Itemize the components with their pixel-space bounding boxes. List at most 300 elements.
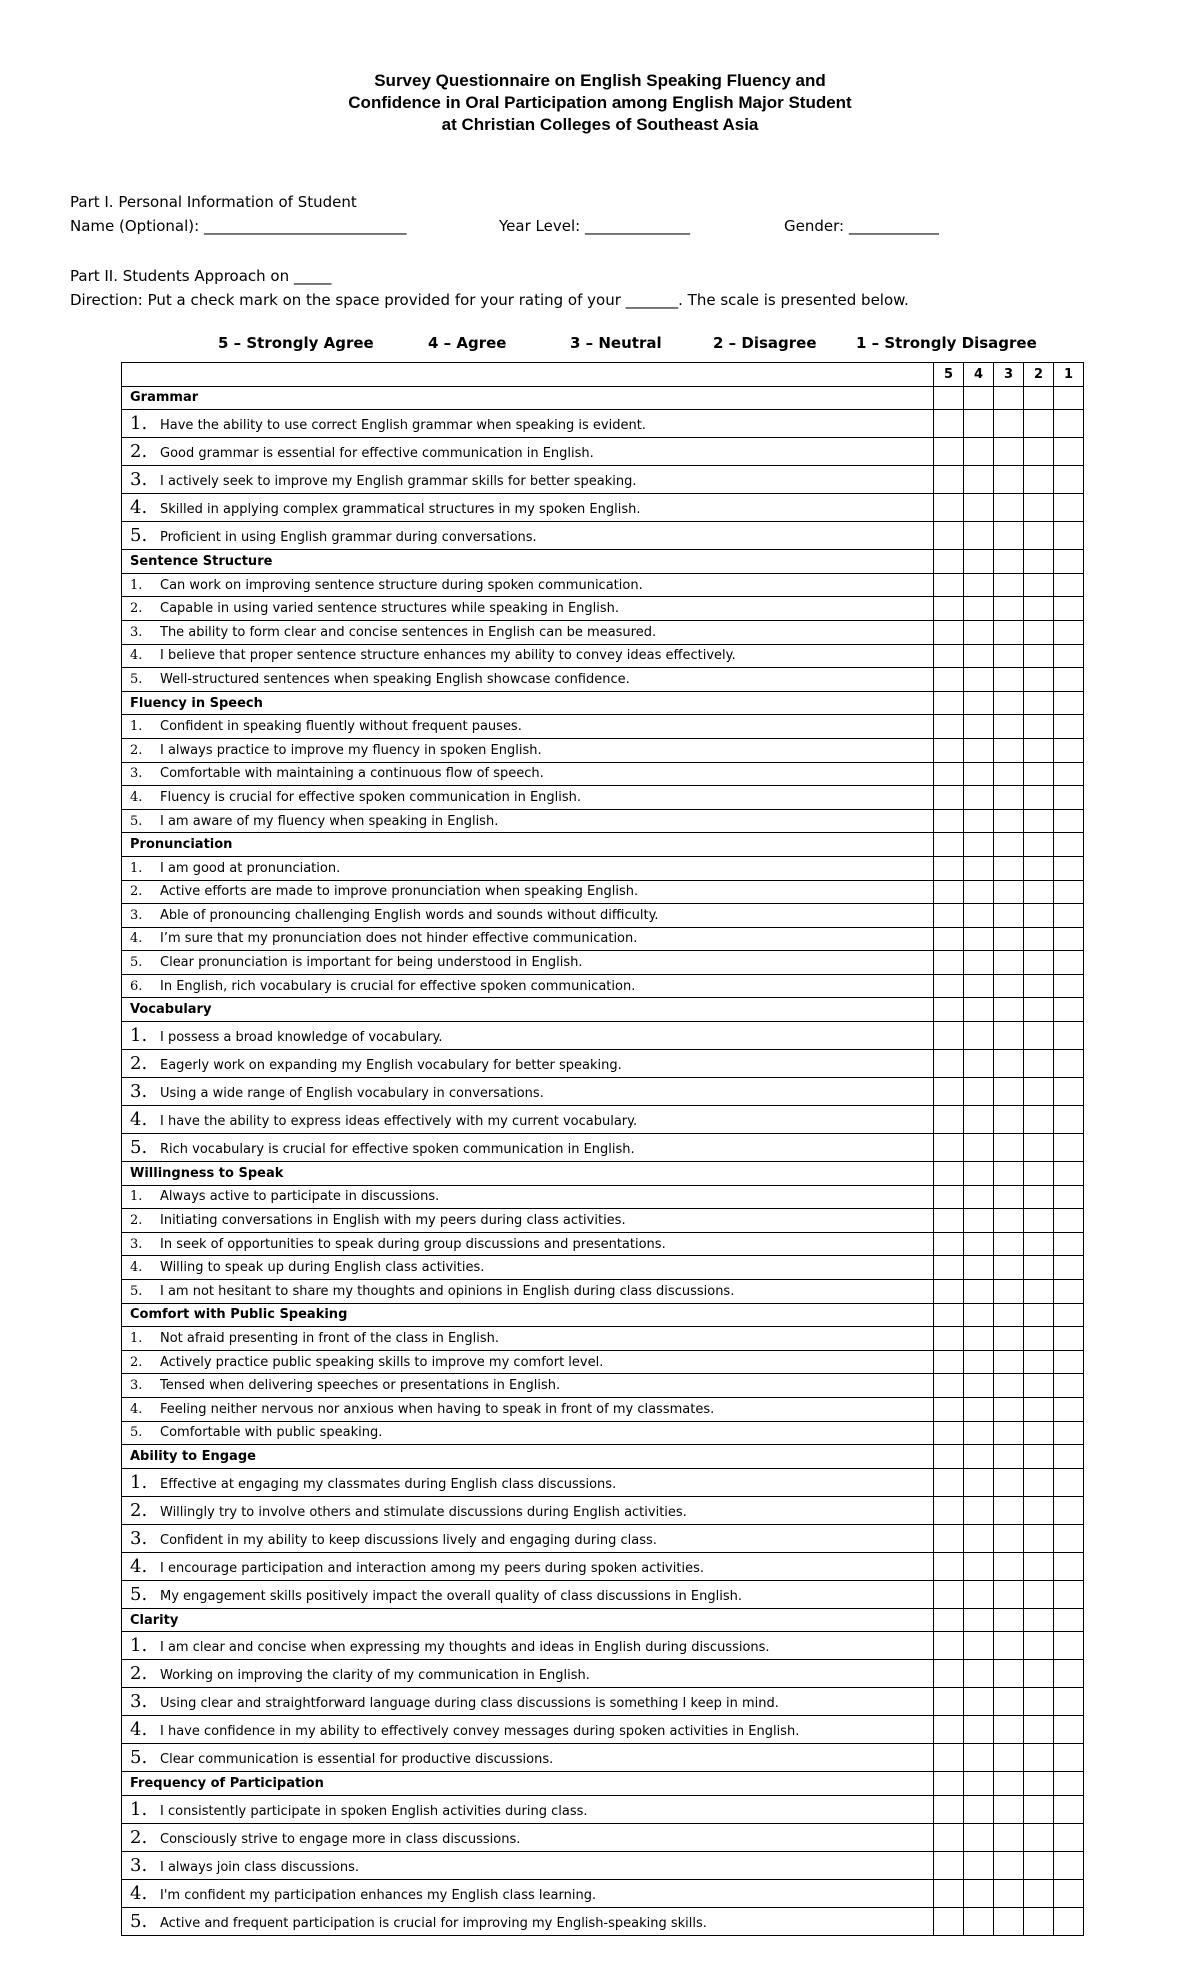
rating-checkbox-2[interactable] xyxy=(1024,1688,1054,1716)
rating-checkbox-4[interactable] xyxy=(964,762,994,786)
rating-checkbox-4[interactable] xyxy=(964,1580,994,1608)
rating-checkbox-3[interactable] xyxy=(994,1580,1024,1608)
rating-checkbox-1[interactable] xyxy=(1054,880,1084,904)
rating-checkbox-5[interactable] xyxy=(934,1580,964,1608)
rating-checkbox-1[interactable] xyxy=(1054,522,1084,550)
rating-checkbox-4[interactable] xyxy=(964,1496,994,1524)
rating-checkbox-1[interactable] xyxy=(1054,1209,1084,1233)
rating-checkbox-3[interactable] xyxy=(994,1468,1024,1496)
rating-checkbox-2[interactable] xyxy=(1024,1022,1054,1050)
rating-checkbox-2[interactable] xyxy=(1024,1580,1054,1608)
rating-checkbox-4[interactable] xyxy=(964,1350,994,1374)
question-cell xyxy=(122,1232,934,1256)
rating-checkbox-4[interactable] xyxy=(964,1398,994,1422)
section-blank-cell xyxy=(964,1608,994,1632)
rating-checkbox-2[interactable] xyxy=(1024,1907,1054,1935)
rating-checkbox-3[interactable] xyxy=(994,1795,1024,1823)
rating-checkbox-4[interactable] xyxy=(964,786,994,810)
rating-checkbox-5[interactable] xyxy=(934,738,964,762)
rating-checkbox-1[interactable] xyxy=(1054,1374,1084,1398)
rating-checkbox-2[interactable] xyxy=(1024,410,1054,438)
rating-checkbox-5[interactable] xyxy=(934,1327,964,1351)
question-cell xyxy=(122,880,934,904)
rating-checkbox-3[interactable] xyxy=(994,1823,1024,1851)
question-row xyxy=(122,738,1084,762)
rating-checkbox-4[interactable] xyxy=(964,1209,994,1233)
rating-checkbox-2[interactable] xyxy=(1024,620,1054,644)
question-number: 3. xyxy=(130,1378,143,1394)
question-text: I’m sure that my pronunciation does not hinder effective communication. xyxy=(160,931,638,947)
rating-checkbox-3[interactable] xyxy=(994,494,1024,522)
rating-checkbox-2[interactable] xyxy=(1024,522,1054,550)
rating-checkbox-4[interactable] xyxy=(964,1851,994,1879)
rating-checkbox-5[interactable] xyxy=(934,1078,964,1106)
rating-checkbox-5[interactable] xyxy=(934,1879,964,1907)
rating-checkbox-5[interactable] xyxy=(934,573,964,597)
rating-checkbox-4[interactable] xyxy=(964,644,994,668)
rating-checkbox-2[interactable] xyxy=(1024,494,1054,522)
rating-checkbox-5[interactable] xyxy=(934,1232,964,1256)
rating-checkbox-3[interactable] xyxy=(994,1907,1024,1935)
rating-checkbox-1[interactable] xyxy=(1054,1421,1084,1445)
section-blank-cell xyxy=(1054,1162,1084,1186)
rating-checkbox-1[interactable] xyxy=(1054,1398,1084,1422)
rating-checkbox-1[interactable] xyxy=(1054,494,1084,522)
rating-checkbox-1[interactable] xyxy=(1054,668,1084,692)
rating-checkbox-1[interactable] xyxy=(1054,1552,1084,1580)
rating-checkbox-1[interactable] xyxy=(1054,951,1084,975)
rating-checkbox-3[interactable] xyxy=(994,880,1024,904)
rating-checkbox-3[interactable] xyxy=(994,1552,1024,1580)
question-number: 3. xyxy=(130,766,143,782)
rating-checkbox-5[interactable] xyxy=(934,522,964,550)
rating-checkbox-5[interactable] xyxy=(934,786,964,810)
rating-checkbox-2[interactable] xyxy=(1024,1795,1054,1823)
question-cell xyxy=(122,1078,934,1106)
rating-checkbox-2[interactable] xyxy=(1024,1744,1054,1772)
rating-checkbox-3[interactable] xyxy=(994,1050,1024,1078)
rating-checkbox-1[interactable] xyxy=(1054,738,1084,762)
rating-checkbox-1[interactable] xyxy=(1054,1907,1084,1935)
rating-checkbox-4[interactable] xyxy=(964,410,994,438)
rating-checkbox-1[interactable] xyxy=(1054,1468,1084,1496)
rating-checkbox-5[interactable] xyxy=(934,1688,964,1716)
rating-checkbox-4[interactable] xyxy=(964,1552,994,1580)
rating-checkbox-1[interactable] xyxy=(1054,1185,1084,1209)
rating-checkbox-4[interactable] xyxy=(964,1078,994,1106)
rating-checkbox-1[interactable] xyxy=(1054,1078,1084,1106)
rating-checkbox-3[interactable] xyxy=(994,1660,1024,1688)
rating-checkbox-5[interactable] xyxy=(934,1106,964,1134)
rating-checkbox-5[interactable] xyxy=(934,620,964,644)
rating-checkbox-1[interactable] xyxy=(1054,974,1084,998)
rating-checkbox-4[interactable] xyxy=(964,738,994,762)
rating-checkbox-1[interactable] xyxy=(1054,1632,1084,1660)
rating-checkbox-4[interactable] xyxy=(964,1795,994,1823)
rating-checkbox-1[interactable] xyxy=(1054,1524,1084,1552)
question-row xyxy=(122,786,1084,810)
rating-checkbox-1[interactable] xyxy=(1054,1716,1084,1744)
question-text: I possess a broad knowledge of vocabulary. xyxy=(160,1030,443,1046)
rating-checkbox-5[interactable] xyxy=(934,1907,964,1935)
rating-checkbox-4[interactable] xyxy=(964,1185,994,1209)
rating-checkbox-1[interactable] xyxy=(1054,1823,1084,1851)
rating-checkbox-1[interactable] xyxy=(1054,809,1084,833)
rating-checkbox-1[interactable] xyxy=(1054,1350,1084,1374)
rating-checkbox-3[interactable] xyxy=(994,1716,1024,1744)
rating-checkbox-2[interactable] xyxy=(1024,1280,1054,1304)
rating-checkbox-5[interactable] xyxy=(934,1134,964,1162)
rating-checkbox-3[interactable] xyxy=(994,1524,1024,1552)
rating-checkbox-3[interactable] xyxy=(994,951,1024,975)
rating-checkbox-2[interactable] xyxy=(1024,1232,1054,1256)
rating-checkbox-1[interactable] xyxy=(1054,1688,1084,1716)
rating-checkbox-2[interactable] xyxy=(1024,1374,1054,1398)
rating-checkbox-2[interactable] xyxy=(1024,1421,1054,1445)
rating-checkbox-2[interactable] xyxy=(1024,1185,1054,1209)
rating-checkbox-4[interactable] xyxy=(964,715,994,739)
rating-checkbox-3[interactable] xyxy=(994,1256,1024,1280)
rating-checkbox-1[interactable] xyxy=(1054,715,1084,739)
rating-checkbox-2[interactable] xyxy=(1024,1350,1054,1374)
rating-checkbox-4[interactable] xyxy=(964,1524,994,1552)
rating-checkbox-1[interactable] xyxy=(1054,410,1084,438)
rating-checkbox-3[interactable] xyxy=(994,1688,1024,1716)
rating-checkbox-2[interactable] xyxy=(1024,1398,1054,1422)
rating-checkbox-3[interactable] xyxy=(994,1232,1024,1256)
rating-checkbox-3[interactable] xyxy=(994,786,1024,810)
rating-checkbox-5[interactable] xyxy=(934,1496,964,1524)
rating-checkbox-5[interactable] xyxy=(934,1050,964,1078)
rating-checkbox-2[interactable] xyxy=(1024,715,1054,739)
rating-checkbox-1[interactable] xyxy=(1054,1280,1084,1304)
rating-checkbox-2[interactable] xyxy=(1024,597,1054,621)
question-row xyxy=(122,1660,1084,1688)
rating-checkbox-2[interactable] xyxy=(1024,1050,1054,1078)
question-row xyxy=(122,715,1084,739)
rating-checkbox-1[interactable] xyxy=(1054,856,1084,880)
rating-checkbox-5[interactable] xyxy=(934,715,964,739)
rating-checkbox-4[interactable] xyxy=(964,1374,994,1398)
rating-checkbox-3[interactable] xyxy=(994,1851,1024,1879)
year-level-field-label[interactable]: Year Level: ______________ xyxy=(499,217,690,235)
rating-checkbox-1[interactable] xyxy=(1054,597,1084,621)
rating-checkbox-3[interactable] xyxy=(994,904,1024,928)
question-text: I have the ability to express ideas effectively with my current vocabulary. xyxy=(160,1114,638,1130)
rating-checkbox-2[interactable] xyxy=(1024,762,1054,786)
rating-checkbox-4[interactable] xyxy=(964,809,994,833)
rating-checkbox-3[interactable] xyxy=(994,927,1024,951)
rating-checkbox-4[interactable] xyxy=(964,974,994,998)
rating-checkbox-5[interactable] xyxy=(934,856,964,880)
rating-checkbox-1[interactable] xyxy=(1054,1327,1084,1351)
rating-checkbox-5[interactable] xyxy=(934,1552,964,1580)
rating-checkbox-3[interactable] xyxy=(994,809,1024,833)
rating-checkbox-4[interactable] xyxy=(964,1823,994,1851)
rating-checkbox-5[interactable] xyxy=(934,1280,964,1304)
rating-checkbox-2[interactable] xyxy=(1024,1632,1054,1660)
rating-checkbox-5[interactable] xyxy=(934,1823,964,1851)
rating-checkbox-2[interactable] xyxy=(1024,856,1054,880)
question-row xyxy=(122,522,1084,550)
rating-checkbox-2[interactable] xyxy=(1024,438,1054,466)
rating-checkbox-4[interactable] xyxy=(964,1256,994,1280)
rating-checkbox-3[interactable] xyxy=(994,1209,1024,1233)
rating-checkbox-5[interactable] xyxy=(934,762,964,786)
rating-checkbox-3[interactable] xyxy=(994,856,1024,880)
rating-checkbox-1[interactable] xyxy=(1054,927,1084,951)
rating-checkbox-3[interactable] xyxy=(994,1398,1024,1422)
rating-checkbox-3[interactable] xyxy=(994,715,1024,739)
question-cell xyxy=(122,466,934,494)
rating-checkbox-1[interactable] xyxy=(1054,1851,1084,1879)
rating-checkbox-2[interactable] xyxy=(1024,644,1054,668)
rating-checkbox-1[interactable] xyxy=(1054,1256,1084,1280)
rating-checkbox-4[interactable] xyxy=(964,1632,994,1660)
rating-checkbox-3[interactable] xyxy=(994,1744,1024,1772)
rating-checkbox-1[interactable] xyxy=(1054,786,1084,810)
rating-checkbox-3[interactable] xyxy=(994,1106,1024,1134)
question-cell xyxy=(122,1496,934,1524)
rating-checkbox-2[interactable] xyxy=(1024,1209,1054,1233)
rating-checkbox-1[interactable] xyxy=(1054,1050,1084,1078)
question-number: 1. xyxy=(130,860,143,876)
gender-field-label[interactable]: Gender: ____________ xyxy=(784,217,939,235)
rating-checkbox-2[interactable] xyxy=(1024,573,1054,597)
rating-checkbox-3[interactable] xyxy=(994,1374,1024,1398)
rating-checkbox-2[interactable] xyxy=(1024,1468,1054,1496)
rating-checkbox-2[interactable] xyxy=(1024,1078,1054,1106)
rating-header-5: 5 xyxy=(934,363,964,387)
rating-checkbox-4[interactable] xyxy=(964,1660,994,1688)
rating-checkbox-5[interactable] xyxy=(934,644,964,668)
rating-checkbox-4[interactable] xyxy=(964,522,994,550)
rating-checkbox-3[interactable] xyxy=(994,1350,1024,1374)
rating-checkbox-2[interactable] xyxy=(1024,1823,1054,1851)
section-blank-cell xyxy=(1024,998,1054,1022)
rating-checkbox-1[interactable] xyxy=(1054,1580,1084,1608)
rating-checkbox-4[interactable] xyxy=(964,1280,994,1304)
rating-checkbox-2[interactable] xyxy=(1024,809,1054,833)
rating-checkbox-4[interactable] xyxy=(964,1421,994,1445)
rating-checkbox-1[interactable] xyxy=(1054,1232,1084,1256)
rating-checkbox-5[interactable] xyxy=(934,410,964,438)
rating-checkbox-2[interactable] xyxy=(1024,1552,1054,1580)
question-cell xyxy=(122,410,934,438)
rating-checkbox-2[interactable] xyxy=(1024,904,1054,928)
rating-checkbox-5[interactable] xyxy=(934,974,964,998)
scale-item: 5 – Strongly Agree xyxy=(218,334,374,352)
rating-checkbox-5[interactable] xyxy=(934,1209,964,1233)
question-number: 3. xyxy=(130,469,148,491)
rating-checkbox-4[interactable] xyxy=(964,1022,994,1050)
rating-checkbox-4[interactable] xyxy=(964,856,994,880)
rating-checkbox-3[interactable] xyxy=(994,1022,1024,1050)
rating-checkbox-4[interactable] xyxy=(964,597,994,621)
rating-checkbox-3[interactable] xyxy=(994,466,1024,494)
question-number: 1. xyxy=(130,1025,148,1047)
rating-checkbox-5[interactable] xyxy=(934,438,964,466)
question-text: I have confidence in my ability to effectively convey messages during spoken activities in English. xyxy=(160,1724,800,1740)
question-row xyxy=(122,1580,1084,1608)
rating-checkbox-3[interactable] xyxy=(994,1327,1024,1351)
rating-checkbox-3[interactable] xyxy=(994,522,1024,550)
rating-checkbox-2[interactable] xyxy=(1024,880,1054,904)
question-cell xyxy=(122,1716,934,1744)
rating-checkbox-4[interactable] xyxy=(964,1134,994,1162)
rating-checkbox-2[interactable] xyxy=(1024,1879,1054,1907)
rating-checkbox-3[interactable] xyxy=(994,762,1024,786)
rating-checkbox-1[interactable] xyxy=(1054,1022,1084,1050)
rating-checkbox-5[interactable] xyxy=(934,494,964,522)
question-number: 5. xyxy=(130,1425,143,1441)
rating-checkbox-4[interactable] xyxy=(964,927,994,951)
rating-checkbox-1[interactable] xyxy=(1054,1134,1084,1162)
rating-checkbox-5[interactable] xyxy=(934,1744,964,1772)
rating-checkbox-3[interactable] xyxy=(994,1134,1024,1162)
rating-checkbox-4[interactable] xyxy=(964,466,994,494)
question-row xyxy=(122,762,1084,786)
question-text: Fluency is crucial for effective spoken communication in English. xyxy=(160,789,582,805)
question-text: Skilled in applying complex grammatical structures in my spoken English. xyxy=(160,502,641,518)
rating-checkbox-5[interactable] xyxy=(934,1374,964,1398)
rating-checkbox-4[interactable] xyxy=(964,1327,994,1351)
rating-checkbox-4[interactable] xyxy=(964,573,994,597)
rating-checkbox-4[interactable] xyxy=(964,1050,994,1078)
rating-checkbox-2[interactable] xyxy=(1024,786,1054,810)
rating-checkbox-2[interactable] xyxy=(1024,1256,1054,1280)
rating-checkbox-2[interactable] xyxy=(1024,738,1054,762)
rating-checkbox-5[interactable] xyxy=(934,1350,964,1374)
rating-checkbox-4[interactable] xyxy=(964,620,994,644)
rating-checkbox-3[interactable] xyxy=(994,1496,1024,1524)
rating-checkbox-5[interactable] xyxy=(934,904,964,928)
name-field-label[interactable]: Name (Optional): ___________________________ xyxy=(70,217,407,235)
rating-checkbox-5[interactable] xyxy=(934,1256,964,1280)
question-text: I'm confident my participation enhances my English class learning. xyxy=(160,1887,597,1903)
rating-checkbox-1[interactable] xyxy=(1054,1879,1084,1907)
rating-checkbox-1[interactable] xyxy=(1054,1106,1084,1134)
rating-checkbox-4[interactable] xyxy=(964,1468,994,1496)
rating-checkbox-1[interactable] xyxy=(1054,1795,1084,1823)
rating-checkbox-3[interactable] xyxy=(994,1632,1024,1660)
question-number: 2. xyxy=(130,1354,143,1370)
section-header-row xyxy=(122,1162,1084,1186)
rating-checkbox-4[interactable] xyxy=(964,1744,994,1772)
rating-checkbox-2[interactable] xyxy=(1024,1851,1054,1879)
rating-checkbox-3[interactable] xyxy=(994,573,1024,597)
rating-checkbox-2[interactable] xyxy=(1024,1660,1054,1688)
rating-checkbox-4[interactable] xyxy=(964,1688,994,1716)
rating-checkbox-2[interactable] xyxy=(1024,1716,1054,1744)
rating-checkbox-4[interactable] xyxy=(964,494,994,522)
rating-checkbox-5[interactable] xyxy=(934,597,964,621)
rating-checkbox-2[interactable] xyxy=(1024,927,1054,951)
question-cell xyxy=(122,1468,934,1496)
rating-checkbox-4[interactable] xyxy=(964,880,994,904)
rating-checkbox-5[interactable] xyxy=(934,1468,964,1496)
rating-checkbox-3[interactable] xyxy=(994,1421,1024,1445)
rating-checkbox-2[interactable] xyxy=(1024,1106,1054,1134)
rating-checkbox-3[interactable] xyxy=(994,1280,1024,1304)
rating-checkbox-1[interactable] xyxy=(1054,1660,1084,1688)
rating-checkbox-4[interactable] xyxy=(964,1879,994,1907)
rating-checkbox-5[interactable] xyxy=(934,668,964,692)
rating-checkbox-2[interactable] xyxy=(1024,1327,1054,1351)
rating-checkbox-5[interactable] xyxy=(934,1632,964,1660)
rating-checkbox-3[interactable] xyxy=(994,620,1024,644)
rating-checkbox-5[interactable] xyxy=(934,1022,964,1050)
question-text: Effective at engaging my classmates during English class discussions. xyxy=(160,1476,617,1492)
question-row xyxy=(122,438,1084,466)
rating-checkbox-3[interactable] xyxy=(994,738,1024,762)
section-blank-cell xyxy=(1054,833,1084,857)
rating-checkbox-5[interactable] xyxy=(934,466,964,494)
rating-checkbox-4[interactable] xyxy=(964,1907,994,1935)
rating-checkbox-5[interactable] xyxy=(934,1398,964,1422)
rating-checkbox-4[interactable] xyxy=(964,1106,994,1134)
rating-checkbox-3[interactable] xyxy=(994,1185,1024,1209)
rating-checkbox-4[interactable] xyxy=(964,668,994,692)
rating-checkbox-2[interactable] xyxy=(1024,974,1054,998)
question-text: I always join class discussions. xyxy=(160,1859,359,1875)
rating-checkbox-5[interactable] xyxy=(934,1421,964,1445)
rating-checkbox-5[interactable] xyxy=(934,1795,964,1823)
rating-checkbox-5[interactable] xyxy=(934,951,964,975)
rating-checkbox-1[interactable] xyxy=(1054,904,1084,928)
rating-checkbox-1[interactable] xyxy=(1054,466,1084,494)
rating-checkbox-3[interactable] xyxy=(994,410,1024,438)
rating-checkbox-5[interactable] xyxy=(934,1851,964,1879)
rating-checkbox-4[interactable] xyxy=(964,904,994,928)
rating-checkbox-2[interactable] xyxy=(1024,1524,1054,1552)
rating-checkbox-2[interactable] xyxy=(1024,1134,1054,1162)
section-title: Ability to Engage xyxy=(122,1445,934,1469)
rating-checkbox-2[interactable] xyxy=(1024,951,1054,975)
rating-checkbox-5[interactable] xyxy=(934,1524,964,1552)
rating-checkbox-3[interactable] xyxy=(994,1078,1024,1106)
rating-checkbox-5[interactable] xyxy=(934,927,964,951)
rating-checkbox-5[interactable] xyxy=(934,1716,964,1744)
question-cell xyxy=(122,1185,934,1209)
rating-checkbox-5[interactable] xyxy=(934,809,964,833)
rating-checkbox-3[interactable] xyxy=(994,644,1024,668)
rating-checkbox-5[interactable] xyxy=(934,1660,964,1688)
rating-checkbox-1[interactable] xyxy=(1054,1744,1084,1772)
rating-checkbox-2[interactable] xyxy=(1024,1496,1054,1524)
rating-checkbox-1[interactable] xyxy=(1054,573,1084,597)
rating-checkbox-3[interactable] xyxy=(994,1879,1024,1907)
rating-checkbox-4[interactable] xyxy=(964,1716,994,1744)
rating-checkbox-5[interactable] xyxy=(934,880,964,904)
rating-checkbox-5[interactable] xyxy=(934,1185,964,1209)
rating-checkbox-1[interactable] xyxy=(1054,620,1084,644)
rating-checkbox-1[interactable] xyxy=(1054,438,1084,466)
rating-checkbox-4[interactable] xyxy=(964,1232,994,1256)
rating-checkbox-3[interactable] xyxy=(994,597,1024,621)
rating-checkbox-3[interactable] xyxy=(994,974,1024,998)
rating-checkbox-1[interactable] xyxy=(1054,762,1084,786)
rating-checkbox-4[interactable] xyxy=(964,951,994,975)
rating-checkbox-3[interactable] xyxy=(994,668,1024,692)
rating-checkbox-1[interactable] xyxy=(1054,644,1084,668)
question-number: 2. xyxy=(130,742,143,758)
rating-checkbox-1[interactable] xyxy=(1054,1496,1084,1524)
rating-checkbox-2[interactable] xyxy=(1024,668,1054,692)
rating-checkbox-3[interactable] xyxy=(994,438,1024,466)
rating-checkbox-2[interactable] xyxy=(1024,466,1054,494)
rating-checkbox-4[interactable] xyxy=(964,438,994,466)
